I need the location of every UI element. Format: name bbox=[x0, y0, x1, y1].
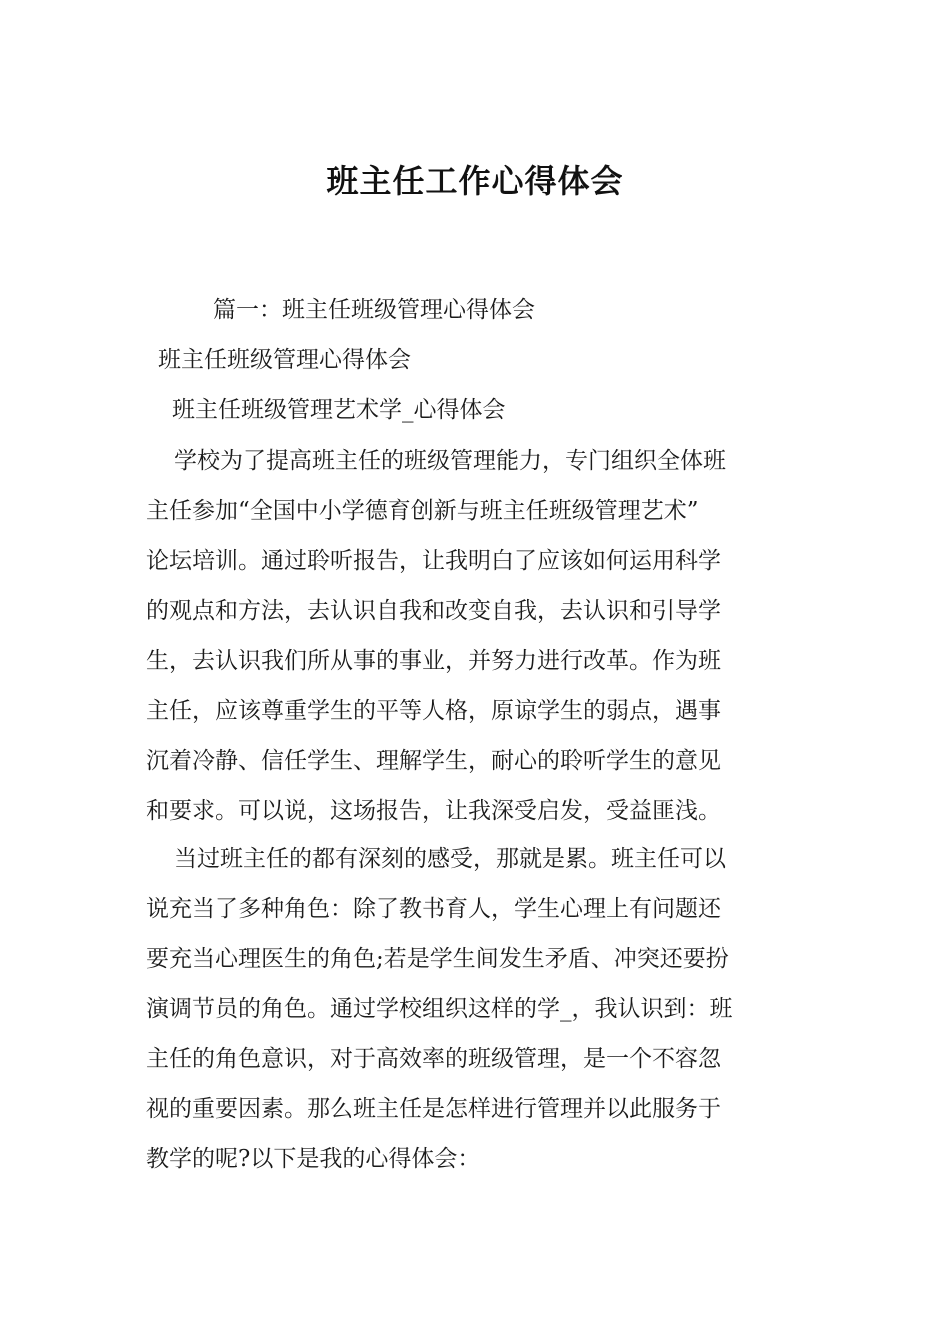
paragraph-1-line: 论坛培训。通过聆听报告，让我明白了应该如何运用科学 bbox=[146, 548, 721, 574]
paragraph-1-line: 学校为了提高班主任的班级管理能力，专门组织全体班 bbox=[174, 448, 726, 474]
paragraph-1-line: 主任参加“全国中小学德育创新与班主任班级管理艺术” bbox=[146, 498, 699, 524]
paragraph-1-line: 主任，应该尊重学生的平等人格，原谅学生的弱点，遇事 bbox=[146, 698, 721, 724]
subheading-1: 班主任班级管理心得体会 bbox=[158, 347, 411, 373]
paragraph-1-line: 的观点和方法，去认识自我和改变自我，去认识和引导学 bbox=[146, 598, 721, 624]
paragraph-2-line: 教学的呢?以下是我的心得体会： bbox=[146, 1146, 481, 1172]
paragraph-2-line: 当过班主任的都有深刻的感受，那就是累。班主任可以 bbox=[174, 846, 726, 872]
paragraph-1-line: 和要求。可以说，这场报告，让我深受启发，受益匪浅。 bbox=[146, 798, 721, 824]
paragraph-2-line: 演调节员的角色。通过学校组织这样的学_，我认识到：班 bbox=[146, 996, 733, 1022]
paragraph-2-line: 视的重要因素。那么班主任是怎样进行管理并以此服务于 bbox=[146, 1096, 721, 1122]
paragraph-1 bbox=[146, 436, 806, 836]
section-heading: 篇一：班主任班级管理心得体会 bbox=[213, 297, 535, 323]
paragraph-2-line: 要充当心理医生的角色;若是学生间发生矛盾、冲突还要扮 bbox=[146, 946, 729, 972]
paragraph-2 bbox=[146, 834, 806, 1184]
paragraph-2-line: 说充当了多种角色：除了教书育人，学生心理上有问题还 bbox=[146, 896, 721, 922]
paragraph-1-line: 生，去认识我们所从事的事业，并努力进行改革。作为班 bbox=[146, 648, 721, 674]
paragraph-1-line: 沉着冷静、信任学生、理解学生，耐心的聆听学生的意见 bbox=[146, 748, 721, 774]
subheading-2: 班主任班级管理艺术学_心得体会 bbox=[172, 397, 506, 423]
document-title: 班主任工作心得体会 bbox=[326, 162, 624, 200]
paragraph-2-line: 主任的角色意识，对于高效率的班级管理，是一个不容忽 bbox=[146, 1046, 721, 1072]
